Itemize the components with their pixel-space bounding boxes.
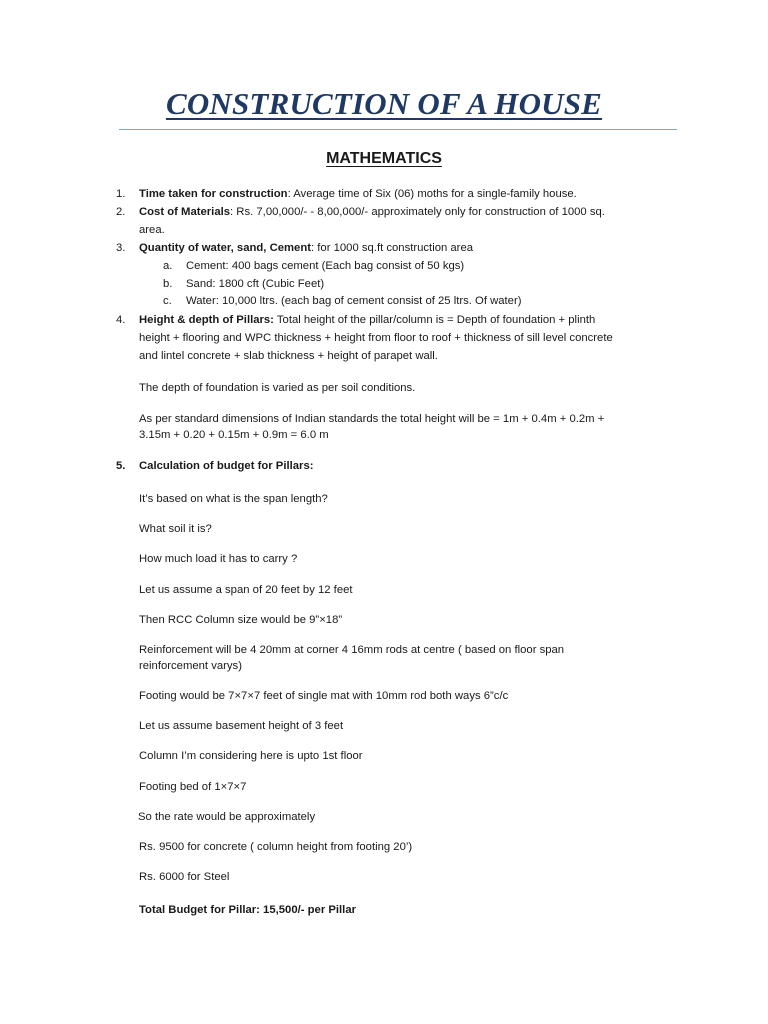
paragraph: As per standard dimensions of Indian standards the total height will be = 1m + 0.4m + 0.2m +: [139, 413, 605, 425]
item-number: 5.: [116, 460, 126, 472]
list-item: [139, 187, 577, 201]
paragraph: Rs. 9500 for concrete ( column height from footing 20’): [139, 841, 413, 853]
total-budget: [139, 903, 356, 917]
item-label: Quantity of water, sand, Cement: [139, 242, 311, 254]
paragraph: Reinforcement will be 4 20mm at corner 4 16mm rods at centre ( based on floor span: [139, 644, 565, 656]
paragraph: Column I’m considering here is upto 1st floor: [139, 750, 363, 762]
subitem-text: Cement: 400 bags cement (Each bag consist of 50 kgs): [186, 260, 465, 272]
paragraph: So the rate would be approximately: [138, 811, 316, 823]
document-title: CONSTRUCTION OF A HOUSE: [165, 86, 603, 121]
subitem-text: Water: 10,000 ltrs. (each bag of cement consist of 25 ltrs. Of water): [186, 295, 522, 307]
item-number: 4.: [116, 314, 126, 326]
list-item: [139, 241, 473, 255]
paragraph: Then RCC Column size would be 9”×18”: [139, 614, 343, 626]
item-text: : Rs. 7,00,000/- - 8,00,000/- approximately only for construction of 1000 sq.: [230, 206, 605, 218]
paragraph: Let us assume a span of 20 feet by 12 feet: [139, 584, 353, 596]
item-number: 2.: [116, 206, 126, 218]
paragraph-continued: reinforcement varys): [139, 660, 242, 672]
item-text: : Average time of Six (06) moths for a single-family house.: [287, 188, 577, 200]
item-text: : for 1000 sq.ft construction area: [311, 242, 474, 254]
item-number: 1.: [116, 188, 126, 200]
paragraph: What soil it is?: [139, 523, 212, 535]
title-divider: [119, 129, 677, 130]
subitem-text: Sand: 1800 cft (Cubic Feet): [186, 278, 325, 290]
item-label: Time taken for construction: [139, 188, 288, 200]
item-number: 3.: [116, 242, 126, 254]
list-item: [139, 205, 605, 219]
paragraph: It’s based on what is the span length?: [139, 493, 328, 505]
item-text-continued: and lintel concrete + slab thickness + height of parapet wall.: [139, 350, 438, 362]
item-text-continued: area.: [139, 224, 165, 236]
item-label: Calculation of budget for Pillars:: [139, 460, 314, 472]
subitem-letter: c.: [163, 295, 172, 307]
subitem-letter: a.: [163, 260, 173, 272]
paragraph: The depth of foundation is varied as per soil conditions.: [139, 382, 416, 394]
paragraph: Rs. 6000 for Steel: [139, 871, 230, 883]
list-item: [139, 313, 595, 327]
item-label: Height & depth of Pillars:: [139, 314, 274, 326]
paragraph: How much load it has to carry ?: [139, 553, 298, 565]
item-text-continued: height + flooring and WPC thickness + height from floor to roof + thickness of sill level concrete: [139, 332, 613, 344]
item-label: Cost of Materials: [139, 206, 231, 218]
subitem-letter: b.: [163, 278, 173, 290]
paragraph: Let us assume basement height of 3 feet: [139, 720, 344, 732]
paragraph: Footing would be 7×7×7 feet of single mat with 10mm rod both ways 6”c/c: [139, 690, 509, 702]
paragraph: Footing bed of 1×7×7: [139, 781, 247, 793]
list-item: [139, 459, 313, 473]
item-text: Total height of the pillar/column is = Depth of foundation + plinth: [273, 314, 596, 326]
paragraph-continued: 3.15m + 0.20 + 0.15m + 0.9m = 6.0 m: [139, 429, 329, 441]
section-heading: MATHEMATICS: [326, 150, 442, 167]
total-budget-text: Total Budget for Pillar: 15,500/- per Pillar: [139, 904, 356, 916]
